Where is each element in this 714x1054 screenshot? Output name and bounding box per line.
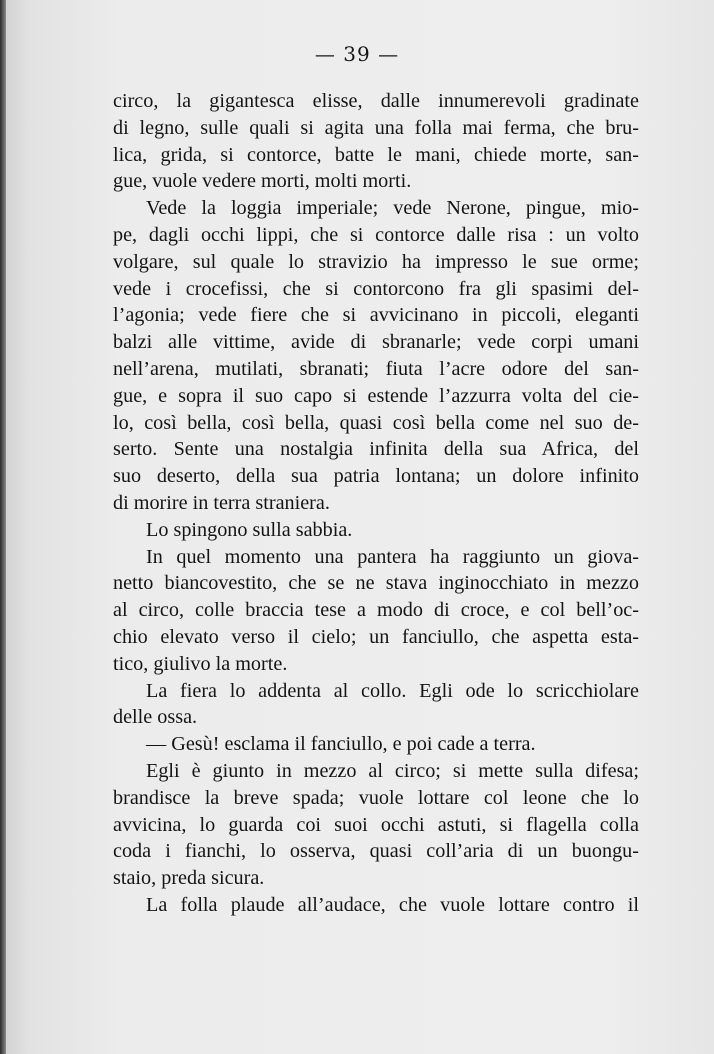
text-line: balzi alle vittime, avide di sbranarle; vede corpi umani bbox=[113, 331, 639, 354]
text-line: Egli è giunto in mezzo al circo; si mette sulla difesa; bbox=[146, 759, 639, 782]
text-line: lica, grida, si contorce, batte le mani, chiede morte, san- bbox=[113, 143, 639, 166]
text-line: La folla plaude all’audace, che vuole lottare contro il bbox=[146, 893, 639, 916]
text-line: gue, e sopra il suo capo si estende l’azzurra volta del cie- bbox=[113, 384, 639, 407]
text-line: serto. Sente una nostalgia infinita della sua Africa, del bbox=[113, 438, 639, 461]
text-line: delle ossa. bbox=[113, 706, 198, 729]
text-line: circo, la gigantesca elisse, dalle innumerevoli gradinate bbox=[113, 90, 639, 112]
text-line: vede i crocefissi, che si contorcono fra gli spasimi del- bbox=[113, 277, 639, 300]
paragraph-1 bbox=[113, 88, 639, 195]
paragraph-2 bbox=[113, 195, 639, 517]
text-line: suo deserto, della sua patria lontana; un dolore infinito bbox=[113, 465, 639, 488]
text-line: di legno, sulle quali si agita una folla mai ferma, che bru- bbox=[113, 116, 639, 139]
text-line: coda i fianchi, lo osserva, quasi coll’aria di un buongu- bbox=[113, 840, 639, 863]
text-line: tico, giulivo la morte. bbox=[113, 652, 288, 675]
text-line: brandisce la breve spada; vuole lottare col leone che lo bbox=[113, 786, 639, 809]
page-binding-edge bbox=[0, 0, 6, 1054]
text-line: al circo, colle braccia tese a modo di croce, e col bell’oc- bbox=[113, 599, 639, 622]
text-line: lo, così bella, così bella, quasi così bella come nel suo de- bbox=[113, 411, 639, 434]
text-line: Lo spingono sulla sabbia. bbox=[146, 518, 353, 541]
text-line: di morire in terra straniera. bbox=[113, 491, 330, 514]
text-line: avvicina, lo guarda coi suoi occhi astuti, si flagella colla bbox=[113, 813, 639, 836]
page-number: — 39 — bbox=[314, 42, 400, 66]
text-line: staio, preda sicura. bbox=[113, 867, 265, 890]
body-text bbox=[113, 88, 639, 919]
text-line: netto biancovestito, che se ne stava inginocchiato in mezzo bbox=[113, 572, 639, 595]
paragraph-4 bbox=[113, 544, 639, 678]
paragraph-6 bbox=[113, 731, 639, 758]
text-line: — Gesù! esclama il fanciullo, e poi cade a terra. bbox=[146, 733, 536, 756]
paragraph-7 bbox=[113, 758, 639, 892]
paragraph-5 bbox=[113, 678, 639, 732]
text-line: In quel momento una pantera ha raggiunto un giova- bbox=[146, 545, 639, 568]
text-line: gue, vuole vedere morti, molti morti. bbox=[113, 170, 412, 193]
text-line: La fiera lo addenta al collo. Egli ode lo scricchiolare bbox=[146, 679, 639, 702]
paragraph-3 bbox=[113, 517, 639, 544]
text-line: l’agonia; vede fiere che si avvicinano in piccoli, eleganti bbox=[113, 304, 639, 327]
text-line: nell’arena, mutilati, sbranati; fiuta l’acre odore del san- bbox=[113, 357, 639, 380]
paragraph-8 bbox=[113, 892, 639, 919]
text-line: Vede la loggia imperiale; vede Nerone, pingue, mio- bbox=[146, 197, 639, 220]
text-line: pe, dagli occhi lippi, che si contorce dalle risa : un volto bbox=[113, 223, 639, 246]
text-line: volgare, sul quale lo stravizio ha impresso le sue orme; bbox=[113, 250, 639, 273]
text-line: chio elevato verso il cielo; un fanciullo, che aspetta esta- bbox=[113, 625, 639, 648]
